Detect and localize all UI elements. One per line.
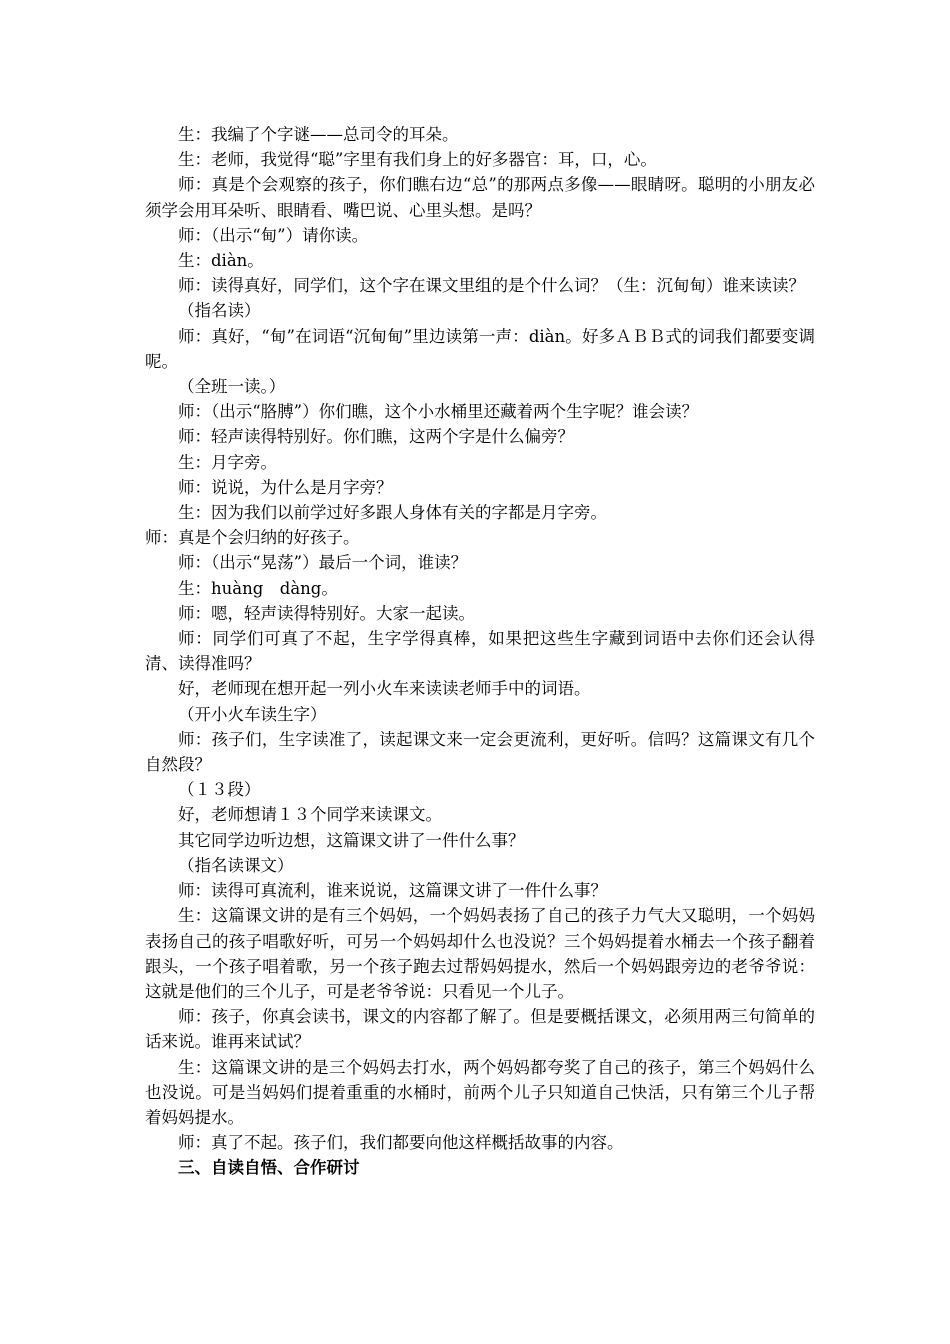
paragraph: （开小火车读生字） <box>178 704 327 724</box>
paragraph: 师：孩子们，生字读准了，读起课文来一定会更流利，更好听。信吗？这篇课文有几个自然段？ <box>145 729 815 775</box>
paragraph: 师：（出示“胳膊”）你们瞧，这个小水桶里还藏着两个生字呢？谁会读？ <box>178 402 699 422</box>
paragraph: 师：真是个会观察的孩子，你们瞧右边“总”的那两点多像——眼睛呀。聪明的小朋友必须学会用耳朵听、眼睛看、嘴巴说、心里头想。是吗？ <box>145 175 815 220</box>
paragraph: 生：huàng dàng。 <box>178 578 338 598</box>
paragraph: （指名读） <box>178 301 261 321</box>
paragraph: 师：读得真好，同学们，这个字在课文里组的是个什么词？（生：沉甸甸）谁来读读？ <box>178 276 805 296</box>
paragraph: 生：因为我们以前学过好多跟人身体有关的字都是月字旁。 <box>178 503 607 523</box>
paragraph: （１３段） <box>178 780 261 800</box>
paragraph: 生：这篇课文讲的是三个妈妈去打水，两个妈妈都夸奖了自己的孩子，第三个妈妈什么也没说。可是当妈妈们提着重重的水桶时，前两个儿子只知道自己快活，只有第三个儿子帮着妈妈提水。 <box>145 1057 815 1127</box>
paragraph: 师：真了不起。孩子们，我们都要向他这样概括故事的内容。 <box>178 1133 624 1153</box>
paragraph: 师：（出示“晃荡”）最后一个词，谁读？ <box>178 553 468 573</box>
paragraph: 生：这篇课文讲的是有三个妈妈，一个妈妈表扬了自己的孩子力气大又聪明，一个妈妈表扬自己的孩子唱歌好听，可另一个妈妈却什么也没说？三个妈妈提着水桶去一个孩子翻着跟头，一个孩子唱着歌，另一个孩子跑去过帮妈妈提水，然后一个妈妈跟旁边的老爷爷说：这就是他们的三个儿子，可是老爷爷说：只看见一个儿子。 <box>145 906 815 1001</box>
section-heading: 三、自读自悟、合作研讨 <box>178 1158 360 1178</box>
paragraph: 师：轻声读得特别好。你们瞧，这两个字是什么偏旁？ <box>178 427 574 447</box>
paragraph: 其它同学边听边想，这篇课文讲了一件什么事？ <box>178 830 525 850</box>
paragraph: 好，老师想请１３个同学来读课文。 <box>178 805 442 825</box>
paragraph: 生：diàn。 <box>178 251 264 271</box>
paragraph: （全班一读。） <box>178 377 286 397</box>
paragraph: 生：老师，我觉得“聪”字里有我们身上的好多器官：耳，口，心。 <box>178 150 657 170</box>
paragraph: 师：真好，“甸”在词语“沉甸甸”里边读第一声：diàn。好多ＡＢＢ式的词我们都要变调呢。 <box>145 326 815 371</box>
paragraph: 生：月字旁。 <box>178 452 277 472</box>
paragraph: 师：同学们可真了不起，生字学得真棒，如果把这些生字藏到词语中去你们还会认得清、读得准吗？ <box>145 629 815 674</box>
document-body <box>145 122 815 1181</box>
paragraph: 生：我编了个字谜——总司令的耳朵。 <box>178 125 459 144</box>
paragraph: 师：孩子，你真会读书，课文的内容都了解了。但是要概括课文，必须用两三句简单的话来说。谁再来试试？ <box>145 1007 815 1052</box>
paragraph: 师：（出示“甸”）请你读。 <box>178 225 369 245</box>
paragraph: 好，老师现在想开起一列小火车来读读老师手中的词语。 <box>178 679 591 699</box>
paragraph: 师：读得可真流利，谁来说说，这篇课文讲了一件什么事？ <box>178 881 607 901</box>
paragraph: 师：说说，为什么是月字旁？ <box>178 477 393 497</box>
paragraph: 师：真是个会归纳的好孩子。 <box>145 528 360 548</box>
paragraph: （指名读课文） <box>178 855 294 875</box>
paragraph: 师：嗯，轻声读得特别好。大家一起读。 <box>178 603 475 623</box>
